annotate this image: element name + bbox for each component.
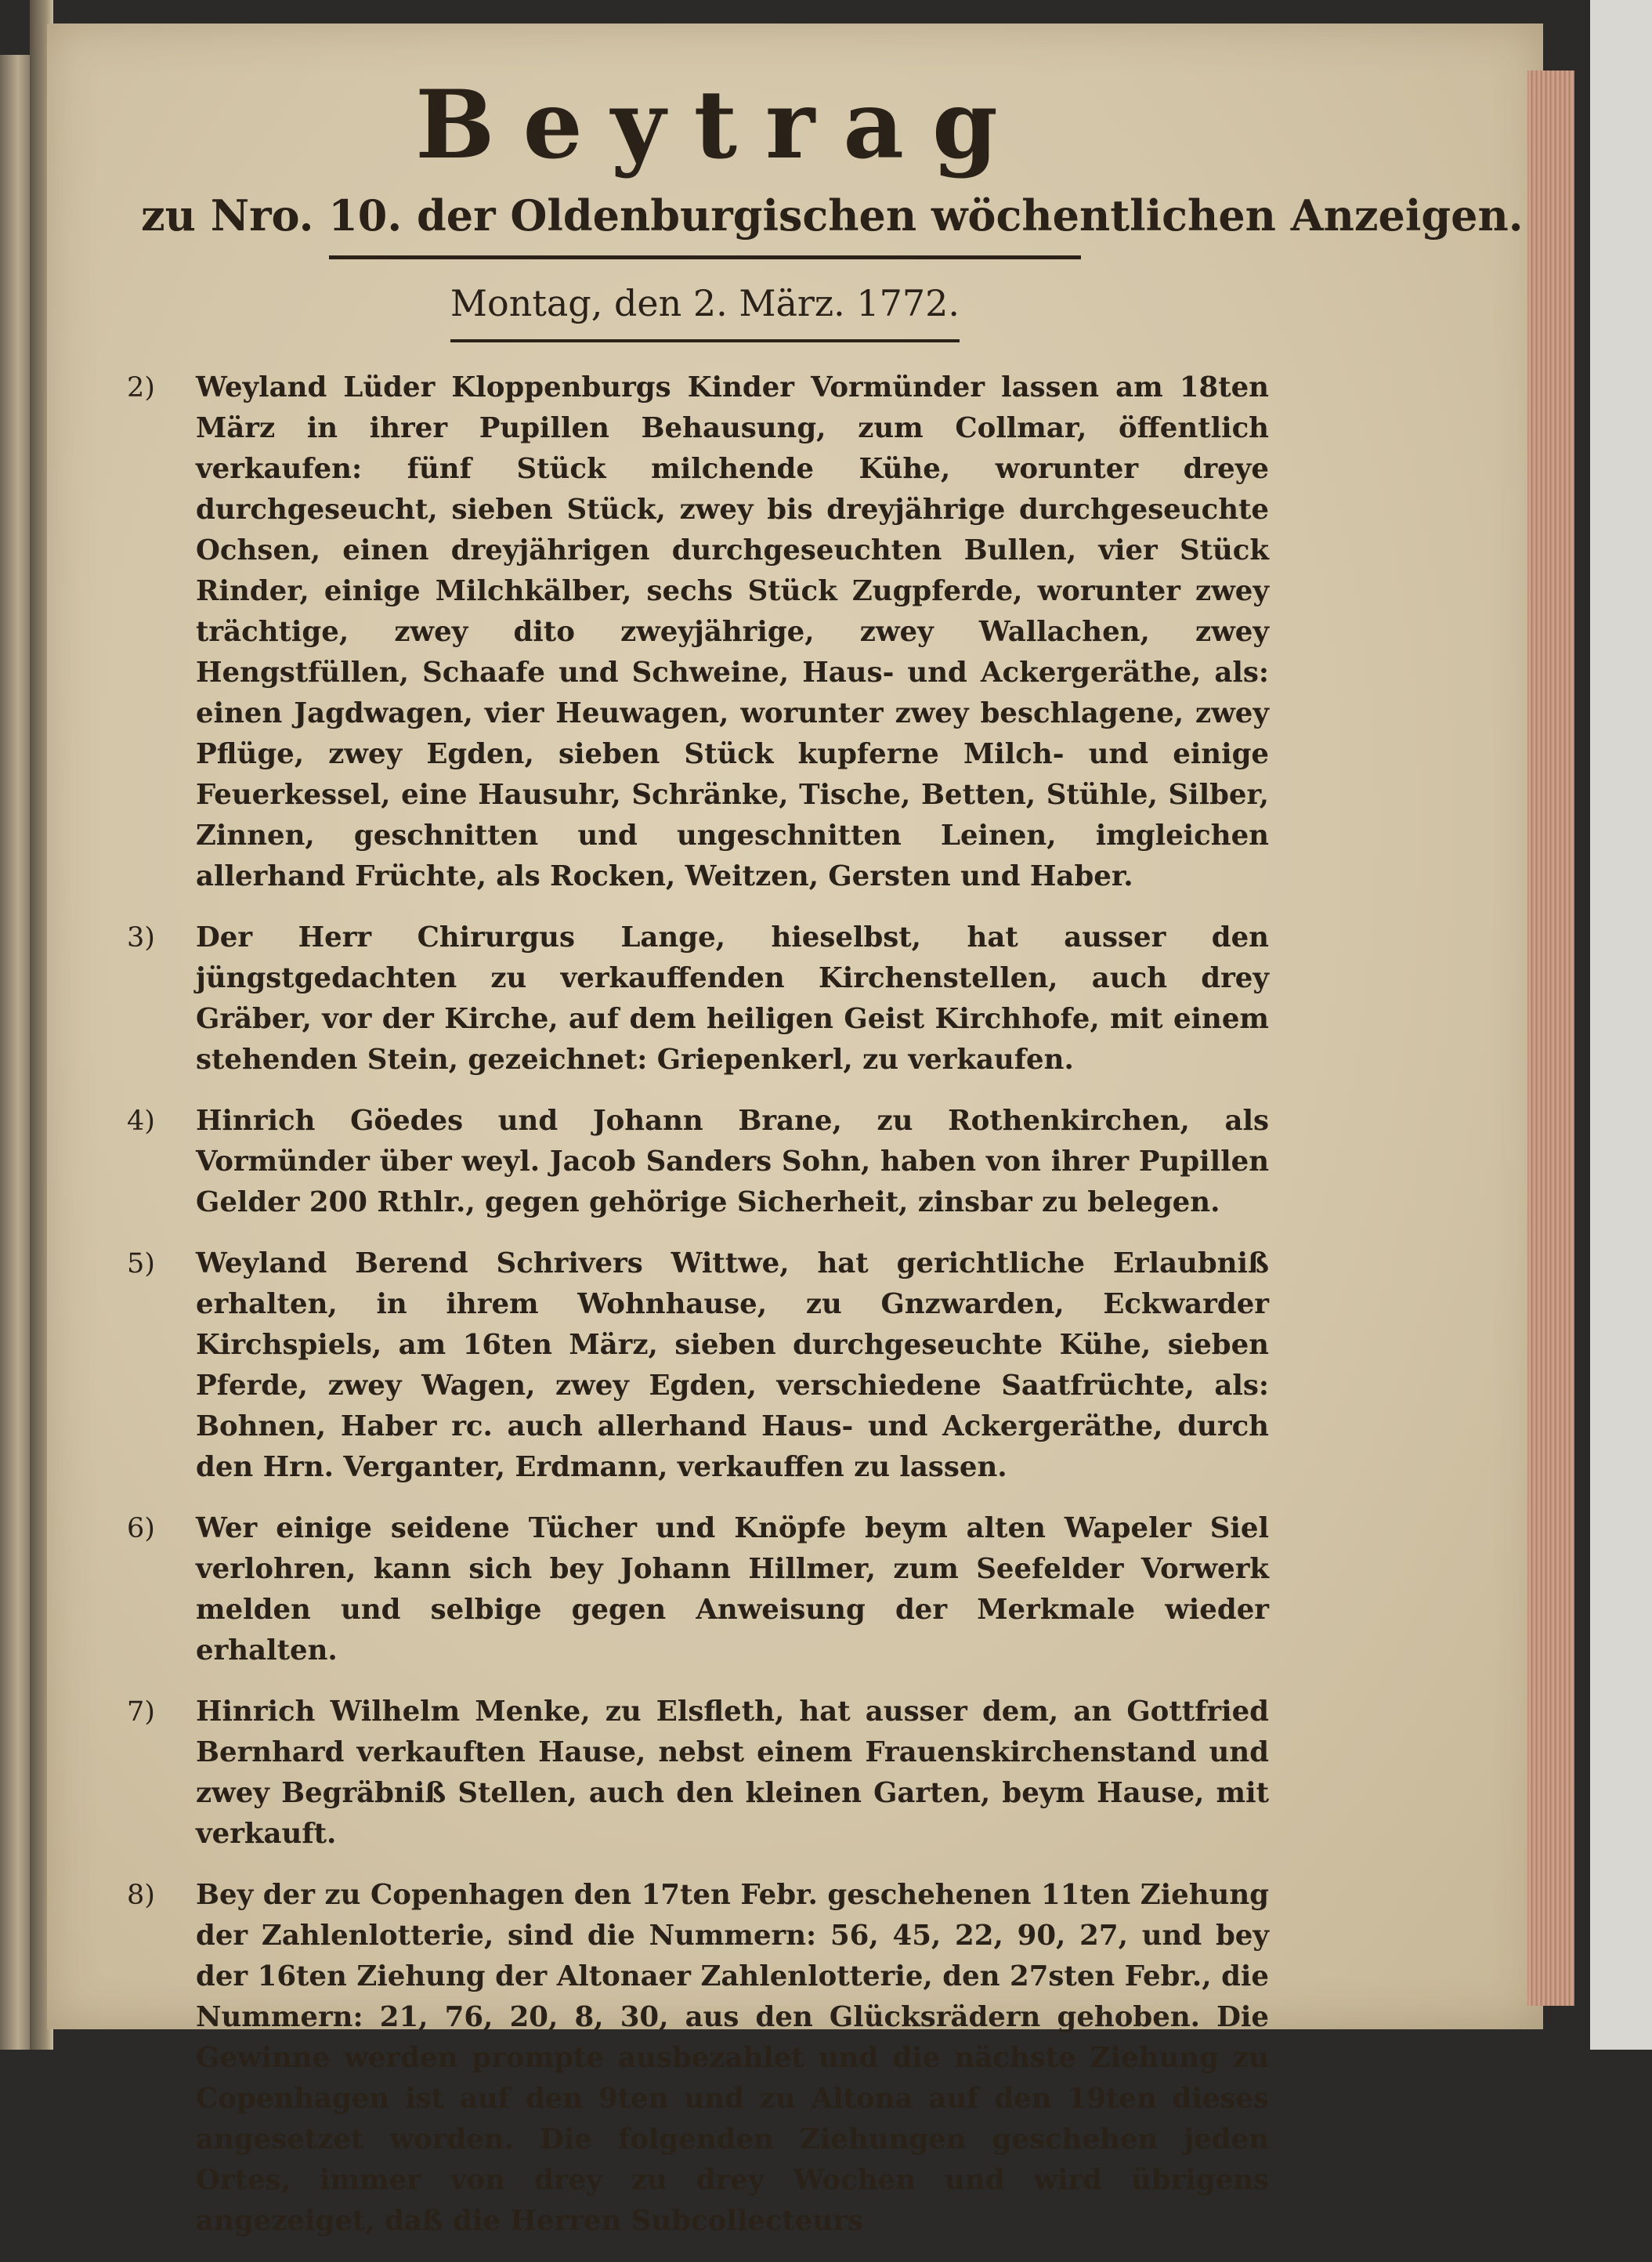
notice-entry-2 (127, 367, 1269, 897)
notice-number: 3) (127, 922, 155, 954)
notice-text: Bey der zu Copenhagen den 17ten Febr. geschehenen 11ten Ziehung der Zahlenlotterie, sind die Nummern: 56, 45, 22, 90, 27, und bey der 16ten Ziehung der Altonaer Zahlenlotterie, den 27sten Febr., die Nummern: 21, 76, 20, 8, 30, aus den Glücksrädern gehoben. Die Gewinne werden prompte ausbezahlet und die nächste Ziehung zu Copenhagen ist auf den 9ten und zu Altona auf den 19ten dieses angesetzet worden. Die folgenden Ziehungen geschehen jeden Ortes, immer von drey zu drey Wochen und wird übrigens angezeiget, daß die Herren Subcollecteurs (196, 1879, 1269, 2237)
scan-margin-strip (1590, 0, 1652, 2050)
notice-entry-4 (127, 1101, 1269, 1223)
page-content (127, 63, 1524, 2262)
notice-number: 6) (127, 1513, 155, 1544)
notice-number: 5) (127, 1248, 155, 1279)
notice-text: Hinrich Göedes und Johann Brane, zu Rothenkirchen, als Vormünder über weyl. Jacob Sanders Sohn, haben von ihrer Pupillen Gelder 200 Rthlr., gegen gehörige Sicherheit, zinsbar zu belegen. (196, 1105, 1269, 1218)
notice-text: Wer einige seidene Tücher und Knöpfe beym alten Wapeler Siel verlohren, kann sich bey Johann Hillmer, zum Seefelder Vorwerk melden und selbige gegen Anweisung der Merkmale wieder erhalten. (196, 1512, 1269, 1667)
notice-list (127, 367, 1269, 2242)
notice-entry-3 (127, 917, 1269, 1080)
notice-entry-5 (127, 1243, 1269, 1488)
title-divider (329, 255, 1081, 259)
issue-date: Montag, den 2. März. 1772. (450, 282, 960, 324)
notice-number: 7) (127, 1696, 155, 1728)
notice-text: Der Herr Chirurgus Lange, hieselbst, hat ausser den jüngstgedachten zu verkauffenden Kirchenstellen, auch drey Gräber, vor der Kirche, auf dem heiligen Geist Kirchhofe, mit einem stehenden Stein, gezeichnet: Griepenkerl, zu verkaufen. (196, 921, 1269, 1076)
date-divider (450, 339, 960, 342)
page-title: Beytrag (415, 70, 1026, 180)
notice-text: Weyland Berend Schrivers Wittwe, hat gerichtliche Erlaubniß erhalten, in ihrem Wohnhause, zu Gnzwarden, Eckwarder Kirchspiels, am 16ten März, sieben durchgeseuchte Kühe, sieben Pferde, zwey Wagen, zwey Egden, verschiedene Saatfrüchte, als: Bohnen, Haber rc. auch allerhand Haus- und Ackergeräthe, durch den Hrn. Verganter, Erdmann, verkauffen zu lassen. (196, 1247, 1269, 1483)
notice-text: Hinrich Wilhelm Menke, zu Elsfleth, hat ausser dem, an Gottfried Bernhard verkauften Hause, nebst einem Frauenskirchenstand und zwey Begräbniß Stellen, auch den kleinen Garten, beym Hause, mit verkauft. (196, 1696, 1269, 1850)
notice-text: Weyland Lüder Kloppenburgs Kinder Vormünder lassen am 18ten März in ihrer Pupillen Behausung, zum Collmar, öffentlich verkaufen: fünf Stück milchende Kühe, worunter dreye durchgeseucht, sieben Stück, zwey bis dreyjährige durchgeseuchte Ochsen, einen dreyjährigen durchgeseuchten Bullen, vier Stück Rinder, einige Milchkälber, sechs Stück Zugpferde, worunter zwey trächtige, zwey dito zweyjährige, zwey Wallachen, zwey Hengstfüllen, Schaafe und Schweine, Haus- und Ackergeräthe, als: einen Jagdwagen, vier Heuwagen, worunter zwey beschlagene, zwey Pflüge, zwey Egden, sieben Stück kupferne Milch- und einige Feuerkessel, eine Hausuhr, Schränke, Tische, Betten, Stühle, Silber, Zinnen, geschnitten und ungeschnitten Leinen, imgleichen allerhand Früchte, als Rocken, Weitzen, Gersten und Haber. (196, 371, 1269, 892)
notice-number: 8) (127, 1880, 155, 1911)
page-subtitle: zu Nro. 10. der Oldenburgischen wöchentlichen Anzeigen. (141, 190, 1524, 241)
notice-entry-7 (127, 1692, 1269, 1855)
notice-number: 4) (127, 1106, 155, 1137)
notice-entry-8 (127, 1875, 1269, 2242)
notice-number: 2) (127, 372, 155, 404)
facing-page-edge (0, 55, 30, 2050)
page-stack-edge (1527, 71, 1574, 2006)
notice-entry-6 (127, 1508, 1269, 1671)
